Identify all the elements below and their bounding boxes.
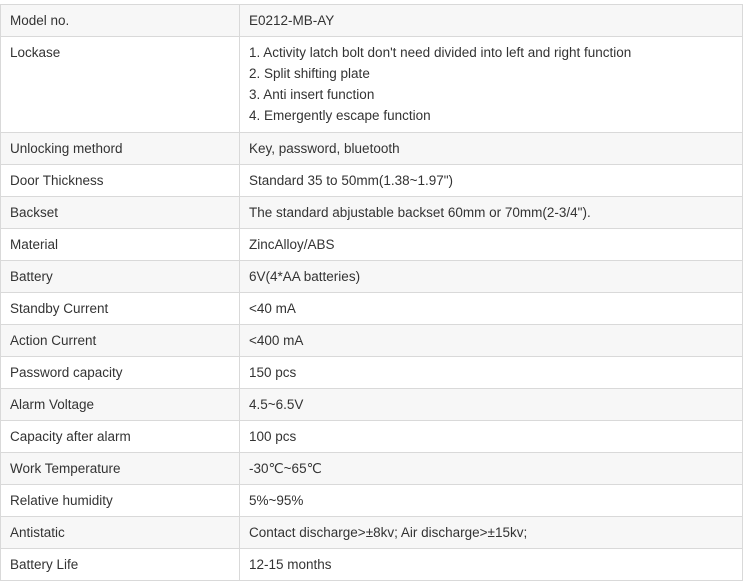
spec-value: <40 mA xyxy=(240,293,743,325)
spec-value-line: 2. Split shifting plate xyxy=(249,66,370,81)
spec-table xyxy=(0,4,743,581)
spec-value: ZincAlloy/ABS xyxy=(240,229,743,261)
table-row xyxy=(1,261,743,293)
table-row xyxy=(1,37,743,133)
spec-value: The standard abjustable backset 60mm or 70mm(2-3/4"). xyxy=(240,197,743,229)
spec-label: Alarm Voltage xyxy=(1,389,240,421)
table-row xyxy=(1,197,743,229)
table-row xyxy=(1,5,743,37)
spec-value-line: 3. Anti insert function xyxy=(249,87,375,102)
spec-value: 5%~95% xyxy=(240,485,743,517)
spec-value: <400 mA xyxy=(240,325,743,357)
spec-label: Capacity after alarm xyxy=(1,421,240,453)
spec-label: Unlocking methord xyxy=(1,133,240,165)
table-row xyxy=(1,453,743,485)
table-row xyxy=(1,325,743,357)
spec-value: 6V(4*AA batteries) xyxy=(240,261,743,293)
spec-label: Battery xyxy=(1,261,240,293)
table-row xyxy=(1,549,743,581)
spec-value: 100 pcs xyxy=(240,421,743,453)
spec-value: Contact discharge>±8kv; Air discharge>±15kv; xyxy=(240,517,743,549)
table-row xyxy=(1,485,743,517)
spec-label: Material xyxy=(1,229,240,261)
spec-label: Battery Life xyxy=(1,549,240,581)
spec-label: Standby Current xyxy=(1,293,240,325)
spec-label: Model no. xyxy=(1,5,240,37)
spec-label: Relative humidity xyxy=(1,485,240,517)
spec-value xyxy=(240,37,743,133)
spec-value-line: 4. Emergently escape function xyxy=(249,108,431,123)
table-row xyxy=(1,517,743,549)
spec-value: Standard 35 to 50mm(1.38~1.97") xyxy=(240,165,743,197)
spec-label: Password capacity xyxy=(1,357,240,389)
table-row xyxy=(1,293,743,325)
spec-value: 12-15 months xyxy=(240,549,743,581)
spec-label: Antistatic xyxy=(1,517,240,549)
table-row xyxy=(1,133,743,165)
table-row xyxy=(1,357,743,389)
spec-label: Work Temperature xyxy=(1,453,240,485)
spec-value: E0212-MB-AY xyxy=(240,5,743,37)
spec-value: -30℃~65℃ xyxy=(240,453,743,485)
spec-label: Action Current xyxy=(1,325,240,357)
spec-label: Lockase xyxy=(1,37,240,133)
table-row xyxy=(1,421,743,453)
spec-value-line: 1. Activity latch bolt don't need divided into left and right function xyxy=(249,45,632,60)
spec-label: Backset xyxy=(1,197,240,229)
table-row xyxy=(1,165,743,197)
spec-value: Key, password, bluetooth xyxy=(240,133,743,165)
spec-label: Door Thickness xyxy=(1,165,240,197)
table-row xyxy=(1,229,743,261)
table-row xyxy=(1,389,743,421)
spec-value: 150 pcs xyxy=(240,357,743,389)
spec-value: 4.5~6.5V xyxy=(240,389,743,421)
